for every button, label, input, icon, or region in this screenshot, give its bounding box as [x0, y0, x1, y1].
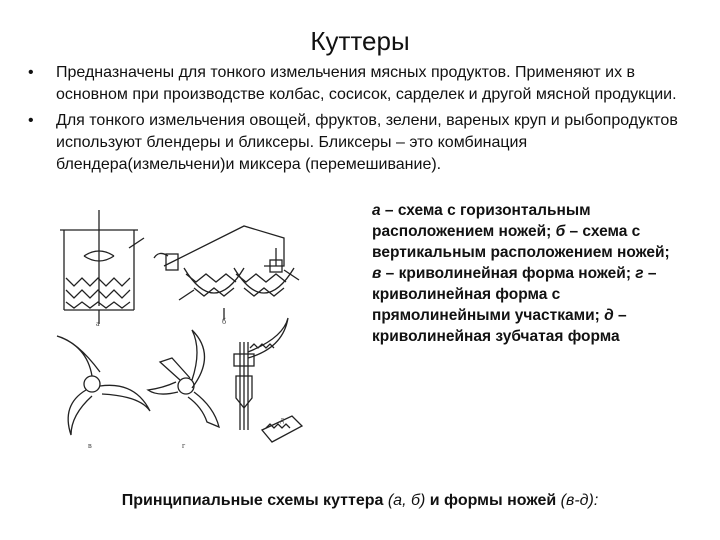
- bottom-caption: [0, 492, 720, 510]
- bullet-text: Для тонкого измельчения овощей, фруктов, зелени, вареных круп и рыбопродуктов используют блендеры и бликсеры. Бликсеры – это комбинация блендера(измельчени)и миксера (перемешивание).: [56, 112, 678, 173]
- caption-text-v: – криволинейная форма ножей;: [381, 265, 636, 282]
- figure-caption: [372, 200, 672, 347]
- bottom-text-1: Принципиальные схемы куттера: [121, 492, 388, 509]
- knife-g-drawing: [148, 330, 219, 427]
- bullet-list: [28, 62, 688, 180]
- caption-letter-a: а: [372, 202, 381, 219]
- scheme-a-drawing: [60, 210, 144, 324]
- label-v: в: [88, 441, 92, 450]
- bottom-text-2: и формы ножей: [425, 492, 561, 509]
- knife-d-drawing: [234, 318, 302, 442]
- cutter-drawing: [44, 208, 366, 476]
- label-b: б: [222, 317, 227, 326]
- caption-text-g: – криволинейная форма с прямолинейными участками;: [372, 265, 657, 324]
- caption-text-a: – схема с горизонтальным расположением ножей;: [372, 202, 591, 240]
- bullet-text: Предназначены для тонкого измельчения мясных продуктов. Применяют их в основном при производстве колбас, сосисок, сарделек и другой мясной продукции.: [56, 64, 677, 103]
- caption-letter-b: б: [555, 223, 566, 240]
- slide-title: Куттеры: [310, 26, 410, 56]
- bullet-item: [28, 110, 688, 176]
- caption-letter-d: д: [604, 307, 614, 324]
- bottom-paren-1: (а, б): [387, 492, 426, 509]
- knife-v-drawing: [57, 336, 150, 435]
- bullet-item: [28, 62, 688, 106]
- caption-text-d: – криволинейная зубчатая форма: [372, 307, 627, 345]
- label-a: а: [96, 319, 100, 328]
- cutter-schemes-figure: [44, 208, 366, 476]
- bullet-marker: •: [28, 112, 34, 129]
- label-d: д: [280, 415, 285, 424]
- caption-letter-v: в: [372, 265, 382, 282]
- caption-letter-g: г: [635, 265, 644, 282]
- caption-text-b: – схема с вертикальным расположением ножей;: [372, 223, 670, 261]
- bullet-marker: •: [28, 64, 34, 81]
- bottom-paren-2: (в-д):: [560, 492, 599, 509]
- scheme-b-drawing: [154, 226, 299, 320]
- label-g: г: [182, 441, 186, 450]
